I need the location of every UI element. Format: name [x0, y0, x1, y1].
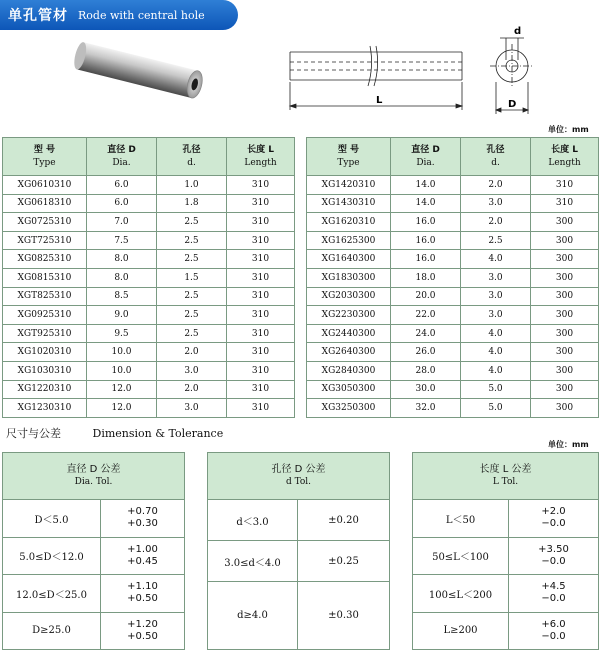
length-cell: 310: [227, 268, 295, 287]
diameter-cell: 22.0: [391, 306, 461, 325]
hole-cell: 3.0: [157, 361, 227, 380]
hole-tolerance-header: 孔径 D 公差 d Tol.: [208, 453, 390, 500]
tolerance-range: 50≤L＜100: [413, 537, 509, 575]
length-cell: 310: [227, 380, 295, 399]
length-cell: 300: [531, 399, 599, 418]
tolerance-range: L＜50: [413, 500, 509, 538]
table-row: [3, 399, 295, 418]
header-length: 长度 L Length: [227, 138, 295, 176]
length-cell: 300: [531, 361, 599, 380]
diameter-cell: 32.0: [391, 399, 461, 418]
type-cell: XG2230300: [307, 306, 391, 325]
tolerance-range: 3.0≤d＜4.0: [208, 541, 298, 582]
title-banner: [0, 0, 238, 30]
type-cell: XG1220310: [3, 380, 87, 399]
type-cell: XG0825310: [3, 250, 87, 269]
tolerance-title-cn: 尺寸与公差: [6, 427, 61, 440]
tolerance-value: +6.0 −0.0: [509, 612, 599, 650]
type-cell: XGT725310: [3, 231, 87, 250]
header-type: 型 号 Type: [307, 138, 391, 176]
hole-cell: 4.0: [461, 250, 531, 269]
diameter-cell: 12.0: [87, 380, 157, 399]
type-cell: XG1620310: [307, 213, 391, 232]
hole-cell: 2.5: [157, 213, 227, 232]
table-row: [3, 575, 185, 613]
diameter-cell: 18.0: [391, 268, 461, 287]
diameter-cell: 12.0: [87, 399, 157, 418]
hole-cell: 2.5: [157, 250, 227, 269]
type-cell: XGT925310: [3, 324, 87, 343]
type-cell: XGT825310: [3, 287, 87, 306]
hole-cell: 3.0: [461, 268, 531, 287]
type-cell: XG0925310: [3, 306, 87, 325]
tolerance-range: 5.0≤D＜12.0: [3, 537, 101, 575]
tolerance-range: d≥4.0: [208, 582, 298, 650]
tolerance-range: d＜3.0: [208, 500, 298, 541]
hole-cell: 3.0: [461, 306, 531, 325]
table-row: [413, 500, 599, 538]
tolerance-section-title: [6, 425, 223, 441]
diagram-label-L: L: [376, 95, 383, 106]
table-row: [307, 380, 599, 399]
tolerance-value: +0.70 +0.30: [101, 500, 185, 538]
length-cell: 300: [531, 287, 599, 306]
hole-cell: 3.0: [461, 287, 531, 306]
hole-cell: 2.0: [157, 343, 227, 362]
length-cell: 310: [531, 176, 599, 195]
hole-cell: 2.5: [157, 287, 227, 306]
length-cell: 300: [531, 231, 599, 250]
length-cell: 310: [227, 399, 295, 418]
table-row: [3, 250, 295, 269]
type-cell: XG0725310: [3, 213, 87, 232]
type-cell: XG1230310: [3, 399, 87, 418]
length-cell: 310: [227, 361, 295, 380]
diameter-cell: 24.0: [391, 324, 461, 343]
header-length: 长度 L Length: [531, 138, 599, 176]
type-cell: XG1420310: [307, 176, 391, 195]
length-cell: 300: [531, 380, 599, 399]
diameter-cell: 16.0: [391, 250, 461, 269]
table-row: [3, 306, 295, 325]
tolerance-title-en: Dimension & Tolerance: [92, 427, 224, 440]
table-row: [307, 343, 599, 362]
header-dia: 直径 D Dia.: [87, 138, 157, 176]
diameter-cell: 8.0: [87, 250, 157, 269]
tolerance-value: +3.50 −0.0: [509, 537, 599, 575]
length-cell: 310: [227, 250, 295, 269]
tolerance-value: +1.10 +0.50: [101, 575, 185, 613]
table-row: [307, 306, 599, 325]
length-cell: 310: [227, 306, 295, 325]
length-cell: 310: [227, 213, 295, 232]
hole-cell: 4.0: [461, 324, 531, 343]
hole-cell: 2.0: [157, 380, 227, 399]
diameter-cell: 16.0: [391, 213, 461, 232]
length-tolerance-table: [412, 452, 599, 650]
diameter-tolerance-table: [2, 452, 185, 650]
tolerance-value: +1.20 +0.50: [101, 612, 185, 650]
diameter-cell: 16.0: [391, 231, 461, 250]
type-cell: XG3050300: [307, 380, 391, 399]
tolerance-value: +4.5 −0.0: [509, 575, 599, 613]
length-cell: 310: [531, 194, 599, 213]
tolerance-range: 12.0≤D＜25.0: [3, 575, 101, 613]
type-cell: XG1640300: [307, 250, 391, 269]
diameter-cell: 9.0: [87, 306, 157, 325]
type-cell: XG2440300: [307, 324, 391, 343]
rod-diagram: [278, 24, 598, 120]
table-row: [3, 324, 295, 343]
title-cn: 单孔管材: [8, 8, 68, 24]
tolerance-range: 100≤L＜200: [413, 575, 509, 613]
table-row: [307, 287, 599, 306]
tolerance-value: ±0.30: [298, 582, 390, 650]
header-hole: 孔径 d.: [157, 138, 227, 176]
length-cell: 310: [227, 287, 295, 306]
diameter-cell: 10.0: [87, 343, 157, 362]
hole-cell: 4.0: [461, 361, 531, 380]
table-row: [208, 541, 390, 582]
length-cell: 310: [227, 194, 295, 213]
length-cell: 300: [531, 324, 599, 343]
length-cell: 300: [531, 306, 599, 325]
diameter-cell: 10.0: [87, 361, 157, 380]
table-row: [3, 343, 295, 362]
type-cell: XG2030300: [307, 287, 391, 306]
hole-cell: 1.8: [157, 194, 227, 213]
diameter-cell: 7.5: [87, 231, 157, 250]
table-row: [413, 537, 599, 575]
type-cell: XG3250300: [307, 399, 391, 418]
hole-cell: 2.5: [157, 306, 227, 325]
unit-label: 单位：mm: [548, 125, 589, 134]
tolerance-unit-label: 单位：mm: [548, 440, 589, 449]
diameter-cell: 14.0: [391, 194, 461, 213]
diagram-label-D: D: [508, 99, 517, 110]
tolerance-value: ±0.25: [298, 541, 390, 582]
table-row: [3, 231, 295, 250]
diameter-tolerance-header: 直径 D 公差 Dia. Tol.: [3, 453, 185, 500]
diameter-cell: 7.0: [87, 213, 157, 232]
tolerance-range: L≥200: [413, 612, 509, 650]
diagram-label-d: d: [514, 26, 522, 37]
diameter-cell: 6.0: [87, 176, 157, 195]
diameter-cell: 28.0: [391, 361, 461, 380]
table-row: [307, 213, 599, 232]
spec-header-row: [3, 138, 295, 176]
type-cell: XG0610310: [3, 176, 87, 195]
diameter-cell: 8.0: [87, 268, 157, 287]
tolerance-value: +2.0 −0.0: [509, 500, 599, 538]
length-cell: 310: [227, 343, 295, 362]
table-row: [413, 575, 599, 613]
diameter-cell: 9.5: [87, 324, 157, 343]
table-row: [3, 287, 295, 306]
type-cell: XG1030310: [3, 361, 87, 380]
table-row: [3, 176, 295, 195]
rod-photo: [70, 36, 220, 111]
type-cell: XG2840300: [307, 361, 391, 380]
type-cell: XG1430310: [307, 194, 391, 213]
diameter-cell: 30.0: [391, 380, 461, 399]
hole-cell: 2.0: [461, 213, 531, 232]
table-row: [3, 268, 295, 287]
hole-cell: 2.5: [157, 231, 227, 250]
spec-table-right: [306, 137, 599, 418]
tolerance-value: +1.00 +0.45: [101, 537, 185, 575]
hole-cell: 2.5: [157, 324, 227, 343]
hole-cell: 2.5: [461, 231, 531, 250]
hole-cell: 3.0: [157, 399, 227, 418]
header-hole: 孔径 d.: [461, 138, 531, 176]
length-cell: 300: [531, 268, 599, 287]
hole-tolerance-table: [207, 452, 390, 650]
type-cell: XG1020310: [3, 343, 87, 362]
hole-cell: 5.0: [461, 399, 531, 418]
table-row: [208, 582, 390, 650]
table-row: [3, 612, 185, 650]
table-row: [3, 537, 185, 575]
type-cell: XG1830300: [307, 268, 391, 287]
table-row: [3, 213, 295, 232]
hole-cell: 3.0: [461, 194, 531, 213]
table-row: [307, 231, 599, 250]
header-type: 型 号 Type: [3, 138, 87, 176]
length-cell: 300: [531, 213, 599, 232]
header-dia: 直径 D Dia.: [391, 138, 461, 176]
table-row: [307, 250, 599, 269]
hole-cell: 4.0: [461, 343, 531, 362]
table-row: [307, 268, 599, 287]
type-cell: XG2640300: [307, 343, 391, 362]
length-cell: 300: [531, 343, 599, 362]
tolerance-range: D＜5.0: [3, 500, 101, 538]
hole-cell: 1.5: [157, 268, 227, 287]
length-tolerance-header: 长度 L 公差 L Tol.: [413, 453, 599, 500]
type-cell: XG0815310: [3, 268, 87, 287]
diameter-cell: 6.0: [87, 194, 157, 213]
table-row: [3, 194, 295, 213]
type-cell: XG1625300: [307, 231, 391, 250]
length-cell: 310: [227, 324, 295, 343]
type-cell: XG0618310: [3, 194, 87, 213]
diameter-cell: 8.5: [87, 287, 157, 306]
tolerance-range: D≥25.0: [3, 612, 101, 650]
length-cell: 300: [531, 250, 599, 269]
table-row: [307, 399, 599, 418]
table-row: [307, 194, 599, 213]
diameter-cell: 26.0: [391, 343, 461, 362]
spec-header-row: [307, 138, 599, 176]
hole-cell: 5.0: [461, 380, 531, 399]
diameter-cell: 20.0: [391, 287, 461, 306]
spec-table-left: [2, 137, 295, 418]
table-row: [307, 361, 599, 380]
table-row: [307, 176, 599, 195]
length-cell: 310: [227, 231, 295, 250]
table-row: [413, 612, 599, 650]
hole-cell: 1.0: [157, 176, 227, 195]
hole-cell: 2.0: [461, 176, 531, 195]
length-cell: 310: [227, 176, 295, 195]
title-en: Rode with central hole: [78, 8, 205, 22]
tolerance-value: ±0.20: [298, 500, 390, 541]
table-row: [307, 324, 599, 343]
diameter-cell: 14.0: [391, 176, 461, 195]
table-row: [3, 500, 185, 538]
table-row: [3, 361, 295, 380]
table-row: [3, 380, 295, 399]
table-row: [208, 500, 390, 541]
